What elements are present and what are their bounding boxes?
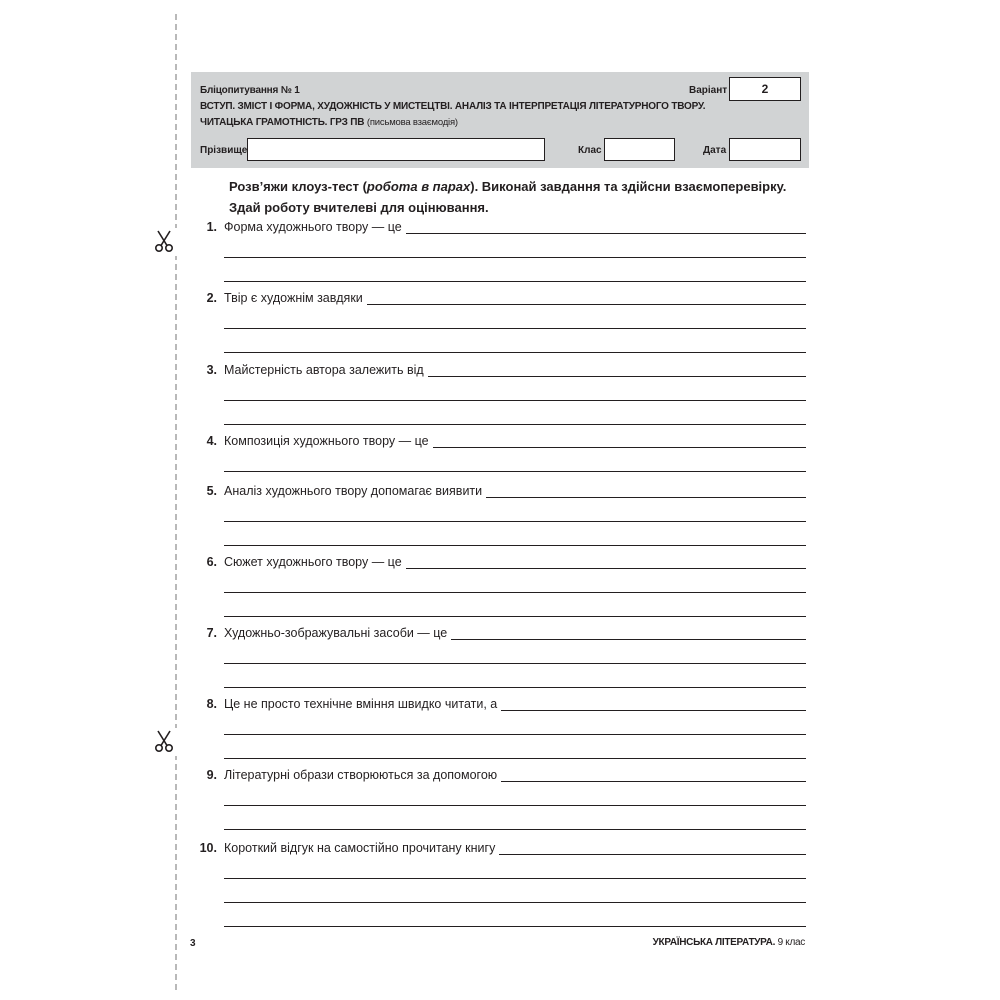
footer-title-grade: 9 клас [777,937,805,948]
variant-label: Варіант [689,85,728,96]
answer-line[interactable] [224,687,806,688]
answer-line[interactable] [224,663,806,664]
question-number: 5. [206,484,217,498]
answer-line[interactable] [224,545,806,546]
answer-line[interactable] [224,592,806,593]
class-field[interactable] [604,138,675,161]
answer-line[interactable] [224,926,806,927]
question-number: 4. [206,434,217,448]
scissors-icon [150,728,178,756]
answer-line[interactable] [224,902,806,903]
question-text: Сюжет художнього твору — це [224,555,406,569]
question-text: Твір є художнім завдяки [224,291,367,305]
question-number: 7. [206,626,217,640]
question-text: Форма художнього твору — це [224,220,406,234]
answer-line[interactable] [224,424,806,425]
header-panel [191,72,809,168]
cut-line [175,14,177,990]
quiz-subtopic [200,117,458,128]
surname-field[interactable] [247,138,545,161]
instruction-text: Розв’яжи клоуз-тест (робота в парах). Виконай завдання та здійсни взаємоперевірку. Здай роботу вчителеві для оцінювання. [229,179,787,215]
answer-line[interactable] [224,471,806,472]
answer-line[interactable] [224,257,806,258]
surname-label: Прізвище [200,145,248,156]
answer-line[interactable] [224,878,806,879]
question-number: 6. [206,555,217,569]
page-number: 3 [190,938,196,949]
quiz-title: Бліцопитування № 1 [200,85,300,96]
question-number: 10. [199,841,217,855]
answer-line[interactable] [224,352,806,353]
question-text: Художньо-зображувальні засоби — це [224,626,451,640]
footer-title [653,937,805,948]
answer-line[interactable] [224,400,806,401]
question-text: Композиція художнього твору — це [224,434,433,448]
answer-line[interactable] [224,734,806,735]
answer-line[interactable] [224,616,806,617]
answer-line[interactable] [224,328,806,329]
answer-line[interactable] [224,281,806,282]
variant-box: 2 [729,77,801,101]
question-text: Літературні образи створюються за допомогою [224,768,501,782]
answer-line[interactable] [224,758,806,759]
question-number: 8. [206,697,217,711]
quiz-topic: ВСТУП. ЗМІСТ І ФОРМА, ХУДОЖНІСТЬ У МИСТЕЦТВІ. АНАЛІЗ ТА ІНТЕРПРЕТАЦІЯ ЛІТЕРАТУРНОГО ТВОРУ. [200,101,706,112]
answer-line[interactable] [224,521,806,522]
date-field[interactable] [729,138,801,161]
scissors-icon [150,228,178,256]
quiz-subtopic-note: (письмова взаємодія) [366,117,458,128]
answer-line[interactable] [224,829,806,830]
footer-title-main: УКРАЇНСЬКА ЛІТЕРАТУРА. [652,937,776,948]
quiz-subtopic-main: ЧИТАЦЬКА ГРАМОТНІСТЬ. ГРЗ ПВ [200,117,365,128]
question-text: Це не просто технічне вміння швидко читати, а [224,697,501,711]
answer-line[interactable] [224,805,806,806]
question-number: 2. [206,291,217,305]
question-text: Аналіз художнього твору допомагає виявити [224,484,486,498]
class-label: Клас [578,145,602,156]
question-number: 3. [206,363,217,377]
date-label: Дата [703,145,727,156]
question-text: Майстерність автора залежить від [224,363,428,377]
question-number: 1. [206,220,217,234]
question-number: 9. [206,768,217,782]
question-text: Короткий відгук на самостійно прочитану книгу [224,841,499,855]
